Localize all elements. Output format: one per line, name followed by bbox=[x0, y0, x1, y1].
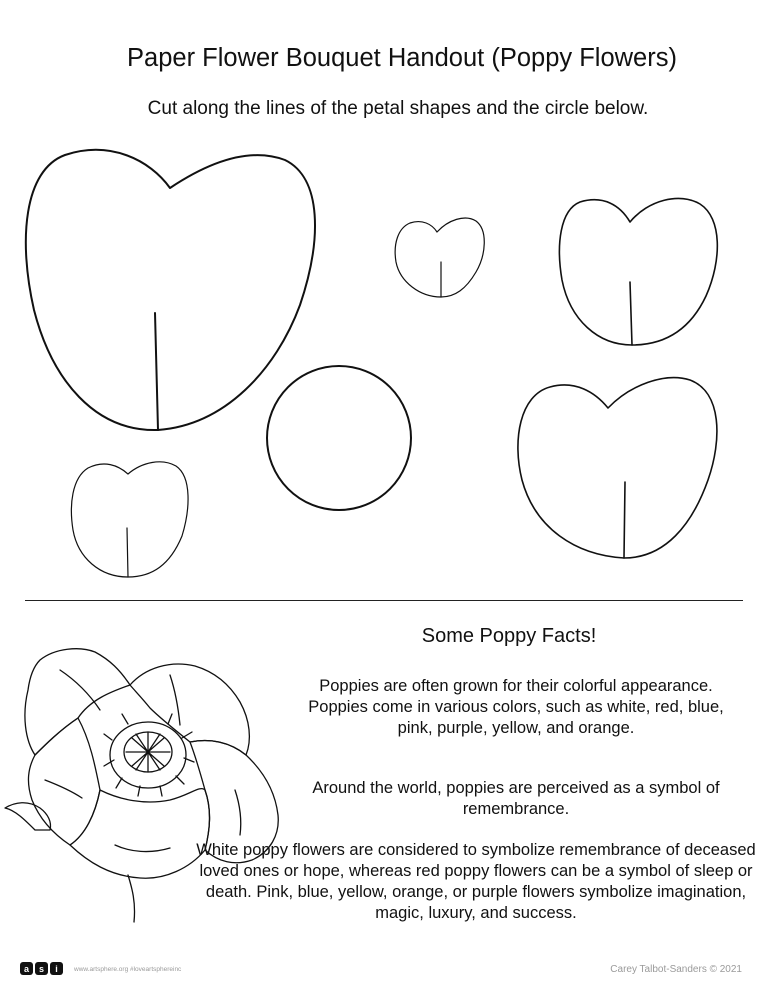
fact-paragraph-remembrance: Around the world, poppies are perceived as a symbol of remembrance. bbox=[312, 779, 720, 818]
poppy-leaf bbox=[5, 803, 51, 830]
logo-letter: i bbox=[50, 962, 63, 975]
petal-small-top bbox=[395, 218, 484, 297]
poppy-petal-front bbox=[70, 789, 210, 879]
fact-paragraph-colors: Poppies are often grown for their colorful appearance. Poppies come in various colors, such as white, red, blue, pink, purple, yellow, and orange. bbox=[308, 677, 724, 737]
footer-credit: Carey Talbot-Sanders © 2021 bbox=[610, 964, 742, 975]
petal-medium-bottom-right bbox=[518, 378, 717, 558]
petal-large-cut-line bbox=[155, 313, 158, 430]
petal-medium-bottom-right-cut-line bbox=[624, 482, 625, 558]
page-title: Paper Flower Bouquet Handout (Poppy Flowers) bbox=[127, 44, 677, 72]
cut-instructions: Cut along the lines of the petal shapes and the circle below. bbox=[147, 98, 649, 119]
petal-large bbox=[26, 150, 315, 430]
logo-letter: s bbox=[35, 962, 48, 975]
asi-logo bbox=[20, 962, 63, 975]
fact-paragraph-symbolism: White poppy flowers are considered to symbolize remembrance of deceased loved ones or hope, whereas red poppy flowers can be a symbol of sleep or death. Pink, blue, yellow, orange, or purple flowers symbolize imagination, magic, luxury, and success. bbox=[196, 841, 756, 922]
footer-website: www.artsphere.org #loveartsphereinc bbox=[74, 966, 182, 973]
petal-small-bottom-left bbox=[71, 462, 188, 577]
center-circle bbox=[267, 366, 411, 510]
petal-medium-top-right bbox=[559, 198, 717, 345]
petal-small-bottom-left-cut-line bbox=[127, 528, 128, 577]
poppy-petal-left bbox=[28, 718, 100, 845]
petal-medium-top-right-cut-line bbox=[630, 282, 632, 345]
poppy-stem bbox=[128, 875, 135, 922]
logo-letter: a bbox=[20, 962, 33, 975]
facts-heading: Some Poppy Facts! bbox=[421, 625, 597, 647]
section-divider bbox=[25, 600, 743, 601]
